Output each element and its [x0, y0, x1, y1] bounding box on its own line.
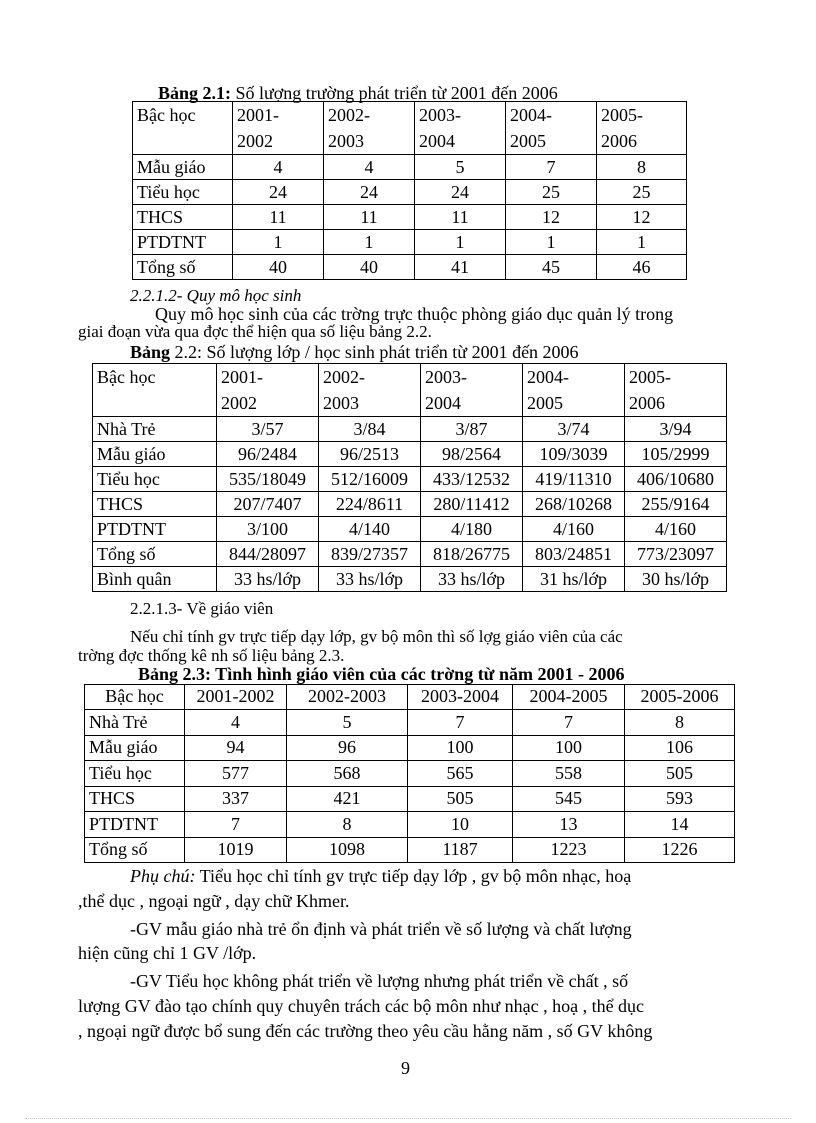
header-cell: 2004-2005: [513, 685, 625, 710]
value-cell: 100: [408, 735, 513, 761]
table-row: [133, 155, 687, 180]
row-label-cell: Mẫu giáo: [133, 155, 233, 180]
value-cell: 1098: [287, 837, 408, 863]
header-cell: 2005-2006: [625, 685, 735, 710]
table3: [84, 684, 735, 863]
value-cell: 535/18049: [217, 467, 319, 492]
header-cell: 2004- 2005: [523, 364, 625, 417]
value-cell: 45: [506, 255, 597, 280]
footer-divider: [25, 1118, 791, 1119]
value-cell: 803/24851: [523, 542, 625, 567]
row-label-cell: Tiểu học: [133, 180, 233, 205]
value-cell: 14: [625, 812, 735, 838]
section-2213-heading: 2.2.1.3- Về giáo viên: [130, 599, 274, 618]
note-line2: ,thể dục , ngoại ngữ , dạy chữ Khmer.: [78, 891, 350, 911]
table-row: [93, 542, 727, 567]
header-row: [93, 364, 727, 417]
value-cell: 839/27357: [319, 542, 421, 567]
value-cell: 100: [513, 735, 625, 761]
value-cell: 96/2484: [217, 442, 319, 467]
para-2213-line2: trờng đợc thống kê nh số liệu bảng 2.3.: [78, 646, 345, 665]
table-row: [85, 837, 735, 863]
header-cell: 2001- 2002: [233, 102, 324, 155]
header-cell: 2005- 2006: [625, 364, 727, 417]
table-row: [85, 761, 735, 787]
value-cell: 40: [233, 255, 324, 280]
row-label-cell: Bình quân: [93, 567, 217, 592]
value-cell: 33 hs/lớp: [421, 567, 523, 592]
row-label-cell: Tổng số: [133, 255, 233, 280]
para-gv-th-line2: lượng GV đào tạo chính quy chuyên trách các bộ môn như nhạc , hoạ , thể dục: [78, 996, 645, 1016]
value-cell: 24: [415, 180, 506, 205]
value-cell: 433/12532: [421, 467, 523, 492]
header-cell: 2004- 2005: [506, 102, 597, 155]
para-gv-th-line1: -GV Tiểu học không phát triển về lượng nhưng phát triển về chất , số: [130, 971, 629, 991]
value-cell: 7: [513, 710, 625, 736]
table1-caption-text: Số lượng trường phát triển từ 2001 đến 2006: [231, 83, 558, 103]
value-cell: 818/26775: [421, 542, 523, 567]
value-cell: 11: [415, 205, 506, 230]
value-cell: 568: [287, 761, 408, 787]
value-cell: 565: [408, 761, 513, 787]
table-row: [93, 567, 727, 592]
table-row: [133, 205, 687, 230]
row-label-cell: THCS: [85, 786, 185, 812]
value-cell: 24: [324, 180, 415, 205]
value-cell: 13: [513, 812, 625, 838]
value-cell: 505: [408, 786, 513, 812]
value-cell: 94: [185, 735, 287, 761]
value-cell: 109/3039: [523, 442, 625, 467]
header-cell: Bậc học: [133, 102, 233, 155]
value-cell: 30 hs/lớp: [625, 567, 727, 592]
value-cell: 3/57: [217, 417, 319, 442]
table2-caption-label: Bảng: [130, 342, 171, 362]
value-cell: 10: [408, 812, 513, 838]
value-cell: 3/74: [523, 417, 625, 442]
row-label-cell: THCS: [93, 492, 217, 517]
value-cell: 1226: [625, 837, 735, 863]
row-label-cell: Tiểu học: [93, 467, 217, 492]
table-row: [93, 492, 727, 517]
value-cell: 7: [408, 710, 513, 736]
value-cell: 773/23097: [625, 542, 727, 567]
row-label-cell: Tiểu học: [85, 761, 185, 787]
value-cell: 3/94: [625, 417, 727, 442]
value-cell: 105/2999: [625, 442, 727, 467]
value-cell: 33 hs/lớp: [319, 567, 421, 592]
value-cell: 1: [506, 230, 597, 255]
value-cell: 5: [415, 155, 506, 180]
value-cell: 5: [287, 710, 408, 736]
row-label-cell: Nhà Trẻ: [85, 710, 185, 736]
value-cell: 3/100: [217, 517, 319, 542]
value-cell: 1223: [513, 837, 625, 863]
page-number: 9: [401, 1058, 410, 1078]
value-cell: 11: [324, 205, 415, 230]
value-cell: 421: [287, 786, 408, 812]
row-label-cell: Mẫu giáo: [93, 442, 217, 467]
value-cell: 12: [597, 205, 687, 230]
value-cell: 46: [597, 255, 687, 280]
value-cell: 558: [513, 761, 625, 787]
header-cell: 2001-2002: [185, 685, 287, 710]
table1: [132, 101, 687, 280]
value-cell: 3/87: [421, 417, 523, 442]
row-label-cell: Tổng số: [93, 542, 217, 567]
value-cell: 12: [506, 205, 597, 230]
note-line1: [130, 866, 631, 887]
row-label-cell: Tổng số: [85, 837, 185, 863]
header-cell: 2002-2003: [287, 685, 408, 710]
para-gv-th-line3: , ngoại ngữ được bổ sung đến các trường theo yêu cầu hằng năm , số GV không: [78, 1021, 653, 1041]
table-row: [133, 255, 687, 280]
table-row: [93, 517, 727, 542]
header-cell: 2005- 2006: [597, 102, 687, 155]
value-cell: 844/28097: [217, 542, 319, 567]
value-cell: 25: [597, 180, 687, 205]
para-gv-mg-line1: -GV mẫu giáo nhà trẻ ổn định và phát triển về số lượng và chất lượng: [130, 919, 632, 939]
value-cell: 8: [625, 710, 735, 736]
row-label-cell: Mẫu giáo: [85, 735, 185, 761]
value-cell: 268/10268: [523, 492, 625, 517]
table2-caption-text: 2.2: Số lượng lớp / học sinh phát triển từ 2001 đến 2006: [170, 342, 579, 362]
header-cell: 2002- 2003: [319, 364, 421, 417]
value-cell: 11: [233, 205, 324, 230]
value-cell: 4/180: [421, 517, 523, 542]
value-cell: 98/2564: [421, 442, 523, 467]
table-row: [93, 442, 727, 467]
row-label-cell: THCS: [133, 205, 233, 230]
value-cell: 505: [625, 761, 735, 787]
value-cell: 224/8611: [319, 492, 421, 517]
value-cell: 8: [597, 155, 687, 180]
value-cell: 419/11310: [523, 467, 625, 492]
value-cell: 1: [597, 230, 687, 255]
value-cell: 207/7407: [217, 492, 319, 517]
value-cell: 106: [625, 735, 735, 761]
table1-caption-label: Bảng 2.1:: [158, 83, 232, 103]
value-cell: 96/2513: [319, 442, 421, 467]
row-label-cell: Nhà Trẻ: [93, 417, 217, 442]
value-cell: 4/140: [319, 517, 421, 542]
para-2212-line2: giai đoạn vừa qua đợc thể hiện qua số liệu bảng 2.2.: [78, 322, 432, 341]
value-cell: 1: [415, 230, 506, 255]
header-cell: 2003-2004: [408, 685, 513, 710]
value-cell: 593: [625, 786, 735, 812]
value-cell: 25: [506, 180, 597, 205]
value-cell: 4: [185, 710, 287, 736]
value-cell: 337: [185, 786, 287, 812]
value-cell: 3/84: [319, 417, 421, 442]
table3-caption: Bảng 2.3: Tình hình giáo viên của các trờng từ năm 2001 - 2006: [138, 664, 625, 684]
note-label: Phụ chú:: [130, 866, 196, 886]
row-label-cell: PTDTNT: [93, 517, 217, 542]
value-cell: 24: [233, 180, 324, 205]
value-cell: 577: [185, 761, 287, 787]
table2: [92, 363, 727, 592]
value-cell: 7: [506, 155, 597, 180]
value-cell: 1019: [185, 837, 287, 863]
value-cell: 1187: [408, 837, 513, 863]
table-row: [85, 812, 735, 838]
value-cell: 96: [287, 735, 408, 761]
value-cell: 1: [233, 230, 324, 255]
value-cell: 255/9164: [625, 492, 727, 517]
header-cell: Bậc học: [85, 685, 185, 710]
value-cell: 406/10680: [625, 467, 727, 492]
header-row: [85, 685, 735, 710]
value-cell: 1: [324, 230, 415, 255]
value-cell: 280/11412: [421, 492, 523, 517]
table-row: [93, 467, 727, 492]
table-row: [85, 710, 735, 736]
value-cell: 7: [185, 812, 287, 838]
para-2213-line1: Nếu chỉ tính gv trực tiếp dạy lớp, gv bộ môn thì số lợg giáo viên của các: [130, 627, 623, 646]
value-cell: 545: [513, 786, 625, 812]
value-cell: 31 hs/lớp: [523, 567, 625, 592]
value-cell: 41: [415, 255, 506, 280]
value-cell: 4: [324, 155, 415, 180]
value-cell: 4/160: [625, 517, 727, 542]
value-cell: 8: [287, 812, 408, 838]
value-cell: 40: [324, 255, 415, 280]
value-cell: 4/160: [523, 517, 625, 542]
para-2212-line1: Quy mô học sinh của các trờng trực thuộc phòng giáo dục quản lý trong: [155, 304, 674, 324]
header-row: [133, 102, 687, 155]
section-2212-heading: 2.2.1.2- Quy mô học sinh: [130, 286, 302, 305]
table-row: [133, 180, 687, 205]
value-cell: 4: [233, 155, 324, 180]
para-gv-mg-line2: hiện cũng chỉ 1 GV /lớp.: [78, 943, 257, 963]
note-text: Tiểu học chỉ tính gv trực tiếp dạy lớp , gv bộ môn nhạc, hoạ: [195, 866, 632, 886]
row-label-cell: PTDTNT: [133, 230, 233, 255]
table-row: [85, 735, 735, 761]
row-label-cell: PTDTNT: [85, 812, 185, 838]
table-row: [93, 417, 727, 442]
value-cell: 512/16009: [319, 467, 421, 492]
header-cell: 2003- 2004: [421, 364, 523, 417]
table-row: [85, 786, 735, 812]
table-row: [133, 230, 687, 255]
header-cell: 2001- 2002: [217, 364, 319, 417]
value-cell: 33 hs/lớp: [217, 567, 319, 592]
header-cell: 2003- 2004: [415, 102, 506, 155]
header-cell: 2002- 2003: [324, 102, 415, 155]
header-cell: Bậc học: [93, 364, 217, 417]
table2-caption: [130, 342, 579, 363]
